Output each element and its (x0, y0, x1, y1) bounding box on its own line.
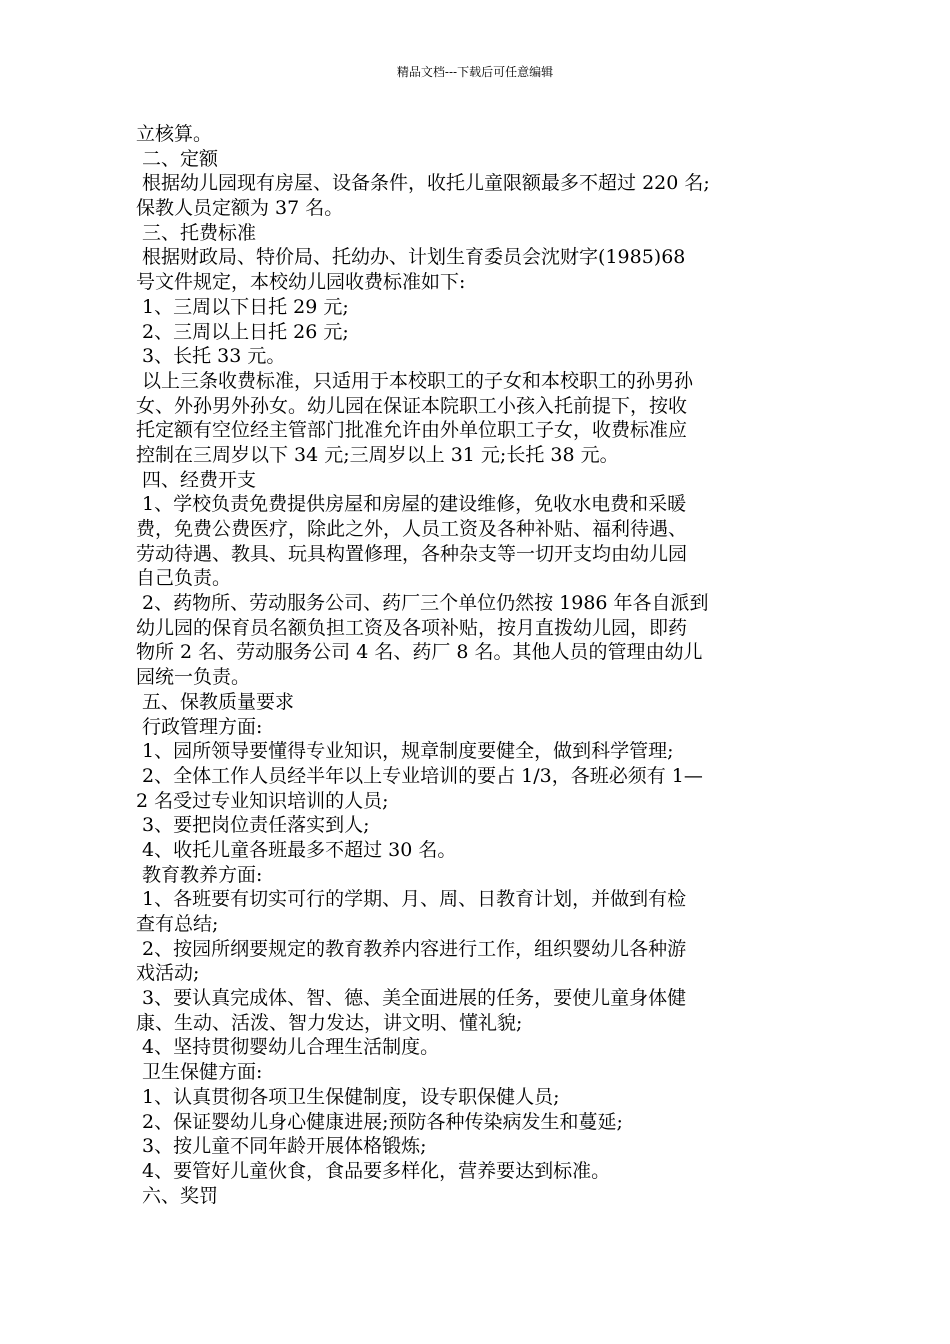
text-line: 3、按儿童不同年龄开展体格锻炼; (136, 1135, 427, 1158)
text-line: 2、全体工作人员经半年以上专业培训的要占 1/3，各班必须有 1— (136, 764, 703, 787)
text-line: 查有总结; (136, 913, 219, 935)
text-line: 3、要把岗位责任落实到人; (136, 814, 370, 837)
text-line: 物所 2 名、劳动服务公司 4 名、药厂 8 名。其他人员的管理由幼儿 (136, 641, 703, 664)
text-line: 1、园所领导要懂得专业知识，规章制度要健全，做到科学管理; (136, 740, 674, 763)
text-line: 1、学校负责免费提供房屋和房屋的建设维修，免收水电费和采暖 (136, 493, 687, 516)
text-line: 劳动待遇、教具、玩具构置修理，各种杂支等一切开支均由幼儿园 (136, 542, 688, 565)
text-line: 2、保证婴幼儿身心健康进展;预防各种传染病发生和蔓延; (136, 1110, 623, 1133)
text-line: 2、药物所、劳动服务公司、药厂三个单位仍然按 1986 年各自派到 (136, 592, 709, 615)
text-line: 自己负责。 (136, 567, 232, 590)
text-line: 以上三条收费标准，只适用于本校职工的子女和本校职工的孙男孙 (136, 369, 694, 392)
text-line: 3、要认真完成体、智、德、美全面进展的任务，要使儿童身体健 (136, 987, 687, 1010)
text-line: 费，免费公费医疗，除此之外，人员工资及各种补贴、福利待遇、 (136, 518, 688, 540)
text-line: 园统一负责。 (136, 666, 251, 689)
text-line: 二、定额 (136, 147, 219, 170)
text-line: 4、收托儿童各班最多不超过 30 名。 (136, 838, 457, 861)
text-line: 根据财政局、特价局、托幼办、计划生育委员会沈财字(1985)68 (136, 246, 686, 269)
text-line: 4、坚持贯彻婴幼儿合理生活制度。 (136, 1036, 440, 1059)
text-line: 女、外孙男外孙女。幼儿园在保证本院职工小孩入托前提下，按收 (136, 394, 688, 417)
text-line: 康、生动、活泼、智力发达，讲文明、懂礼貌; (136, 1011, 523, 1034)
text-line: 行政管理方面: (136, 715, 263, 738)
text-line: 五、保教质量要求 (136, 690, 295, 713)
text-line: 1、各班要有切实可行的学期、月、周、日教育计划，并做到有检 (136, 888, 687, 911)
text-line: 根据幼儿园现有房屋、设备条件，收托儿童限额最多不超过 220 名; (136, 172, 710, 195)
document-body (136, 122, 826, 1208)
text-line: 4、要管好儿童伙食，食品要多样化，营养要达到标准。 (136, 1159, 611, 1182)
text-line: 号文件规定，本校幼儿园收费标准如下: (136, 271, 466, 294)
text-line: 卫生保健方面: (136, 1061, 263, 1084)
text-line: 幼儿园的保育员名额负担工资及各项补贴，按月直拨幼儿园，即药 (136, 616, 688, 639)
text-line: 立核算。 (136, 123, 213, 145)
text-line: 2、三周以上日托 26 元; (136, 320, 349, 343)
text-line: 托定额有空位经主管部门批准允许由外单位职工子女，收费标准应 (136, 419, 688, 442)
text-line: 3、长托 33 元。 (136, 345, 286, 368)
text-line: 2、按园所纲要规定的教育教养内容进行工作，组织婴幼儿各种游 (136, 937, 687, 960)
text-line: 2 名受过专业知识培训的人员; (136, 789, 389, 812)
text-line: 1、认真贯彻各项卫生保健制度，设专职保健人员; (136, 1085, 560, 1108)
text-line: 保教人员定额为 37 名。 (136, 197, 344, 220)
text-line: 三、托费标准 (136, 221, 257, 244)
text-line: 1、三周以下日托 29 元; (136, 295, 349, 318)
text-line: 戏活动; (136, 962, 200, 985)
text-line: 六、奖罚 (136, 1184, 219, 1207)
text-line: 教育教养方面: (136, 863, 263, 886)
page-header: 精品文档---下载后可任意编辑 (396, 65, 554, 79)
text-line: 控制在三周岁以下 34 元;三周岁以上 31 元;长托 38 元。 (136, 443, 619, 466)
text-line: 四、经费开支 (136, 468, 257, 491)
